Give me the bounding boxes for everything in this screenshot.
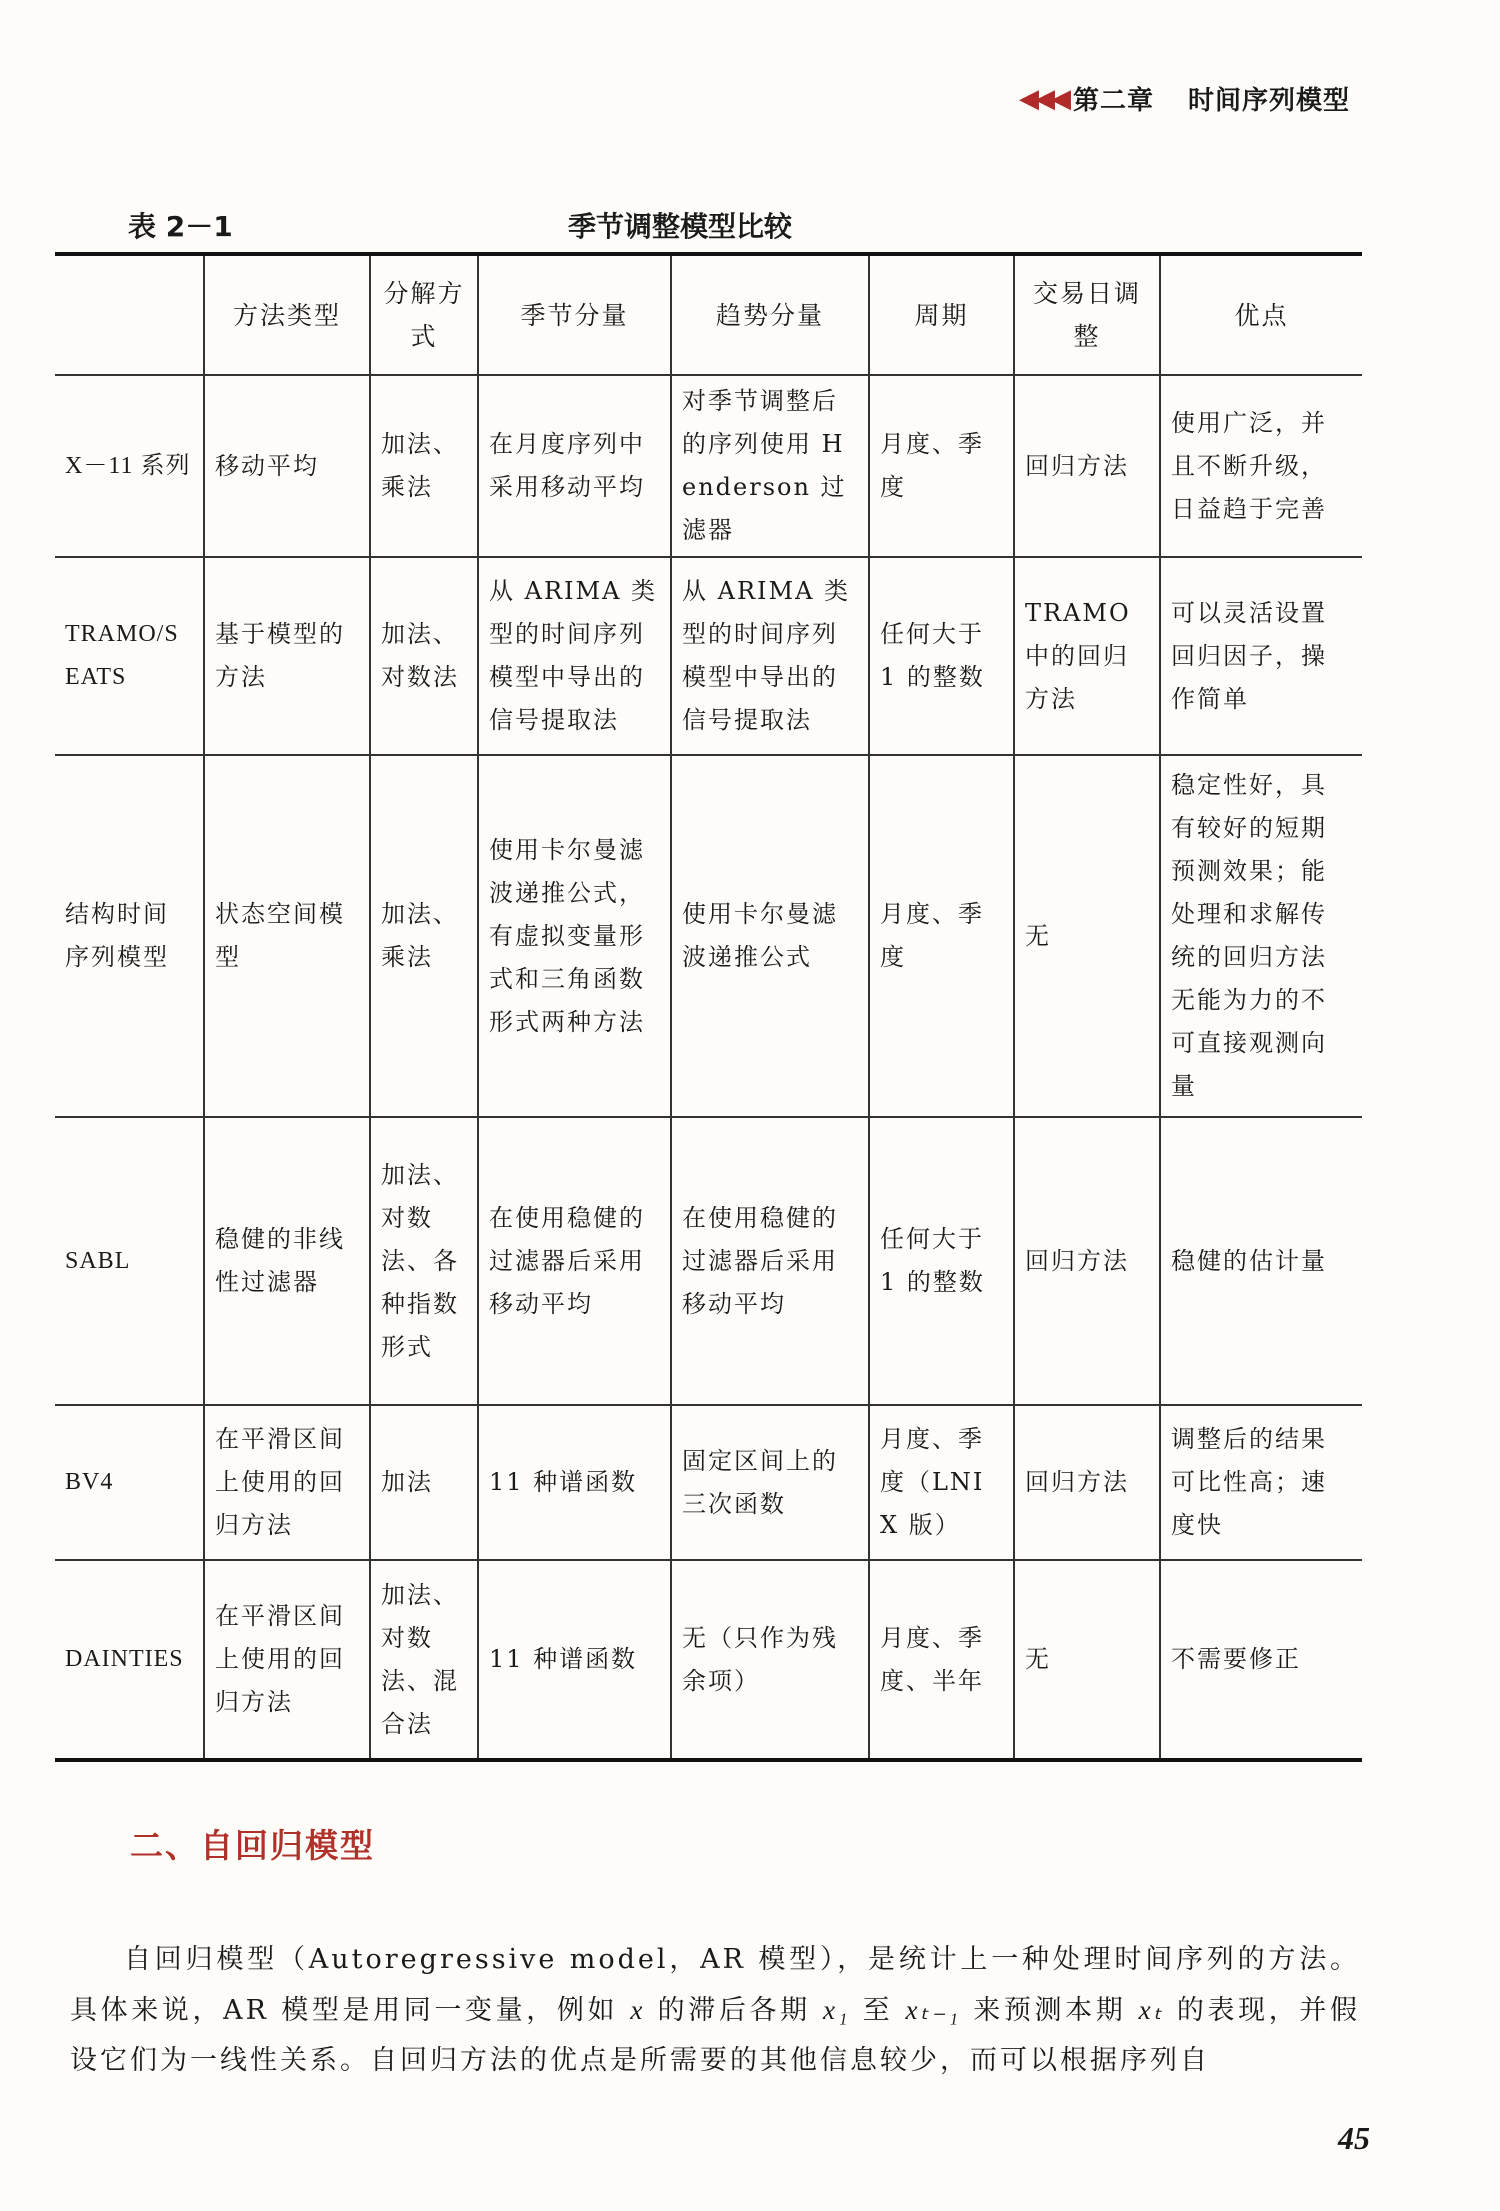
advantages-cell: 可以灵活设置回归因子，操作简单 — [1160, 557, 1362, 755]
model-cell: X－11 系列 — [55, 375, 204, 557]
trend-cell: 无（只作为残余项） — [671, 1560, 869, 1760]
seasonal-cell: 从 ARIMA 类型的时间序列模型中导出的信号提取法 — [478, 557, 671, 755]
header-cell: 方法类型 — [204, 254, 370, 375]
model-cell: DAINTIES — [55, 1560, 204, 1760]
trading-day-cell: 回归方法 — [1014, 375, 1160, 557]
seasonal-cell: 在使用稳健的过滤器后采用移动平均 — [478, 1117, 671, 1405]
variable-xt: xₜ — [1138, 1995, 1165, 2025]
table-row — [55, 1560, 1362, 1760]
model-cell: BV4 — [55, 1405, 204, 1560]
advantages-cell: 稳健的估计量 — [1160, 1117, 1362, 1405]
model-cell: SABL — [55, 1117, 204, 1405]
advantages-cell: 不需要修正 — [1160, 1560, 1362, 1760]
header-cell: 周期 — [869, 254, 1014, 375]
decomposition-cell: 加法、对数法、各种指数形式 — [370, 1117, 478, 1405]
advantages-cell: 调整后的结果可比性高；速度快 — [1160, 1405, 1362, 1560]
trend-cell: 从 ARIMA 类型的时间序列模型中导出的信号提取法 — [671, 557, 869, 755]
trading-day-cell: 无 — [1014, 1560, 1160, 1760]
trend-cell: 使用卡尔曼滤波递推公式 — [671, 755, 869, 1117]
header-cell: 季节分量 — [478, 254, 671, 375]
header-cell: 优点 — [1160, 254, 1362, 375]
period-cell: 月度、季度 — [869, 755, 1014, 1117]
seasonal-cell: 在月度序列中采用移动平均 — [478, 375, 671, 557]
variable-x1: x₁ — [823, 1995, 851, 2025]
header-cell — [55, 254, 204, 375]
variable-xt-1: xₜ₋₁ — [905, 1995, 962, 2025]
decomposition-cell: 加法 — [370, 1405, 478, 1560]
table-number: 表 2－1 — [128, 210, 233, 243]
chapter-label: 第二章 — [1072, 86, 1154, 116]
advantages-cell: 稳定性好，具有较好的短期预测效果；能处理和求解传统的回归方法无能为力的不可直接观测向量 — [1160, 755, 1362, 1117]
trading-day-cell: 回归方法 — [1014, 1405, 1160, 1560]
model-cell: 结构时间序列模型 — [55, 755, 204, 1117]
trading-day-cell: 回归方法 — [1014, 1117, 1160, 1405]
method-type-cell: 在平滑区间上使用的回归方法 — [204, 1405, 370, 1560]
method-type-cell: 在平滑区间上使用的回归方法 — [204, 1560, 370, 1760]
period-cell: 任何大于 1 的整数 — [869, 1117, 1014, 1405]
table-row — [55, 1117, 1362, 1405]
period-cell: 月度、季度、半年 — [869, 1560, 1014, 1760]
chevron-marker-icon: ◀◀◀ — [1018, 83, 1067, 114]
method-type-cell: 基于模型的方法 — [204, 557, 370, 755]
period-cell: 任何大于 1 的整数 — [869, 557, 1014, 755]
trend-cell: 对季节调整后的序列使用 Henderson 过滤器 — [671, 375, 869, 557]
decomposition-cell: 加法、对数法、混合法 — [370, 1560, 478, 1760]
header-cell: 分解方式 — [370, 254, 478, 375]
table-row — [55, 375, 1362, 557]
trading-day-cell: 无 — [1014, 755, 1160, 1117]
method-type-cell: 状态空间模型 — [204, 755, 370, 1117]
trend-cell: 固定区间上的三次函数 — [671, 1405, 869, 1560]
table-title: 季节调整模型比较 — [568, 210, 793, 243]
period-cell: 月度、季度 — [869, 375, 1014, 557]
seasonal-cell: 使用卡尔曼滤波递推公式，有虚拟变量形式和三角函数形式两种方法 — [478, 755, 671, 1117]
section-heading: 二、自回归模型 — [130, 1826, 375, 1865]
seasonal-cell: 11 种谱函数 — [478, 1560, 671, 1760]
decomposition-cell: 加法、对数法 — [370, 557, 478, 755]
table-row — [55, 755, 1362, 1117]
method-type-cell: 移动平均 — [204, 375, 370, 557]
running-header — [1019, 80, 1350, 117]
period-cell: 月度、季度（LNIX 版） — [869, 1405, 1014, 1560]
model-cell: TRAMO/SEATS — [55, 557, 204, 755]
page-number: 45 — [1338, 2120, 1370, 2156]
trend-cell: 在使用稳健的过滤器后采用移动平均 — [671, 1117, 869, 1405]
trading-day-cell: TRAMO 中的回归方法 — [1014, 557, 1160, 755]
table-header-row — [55, 254, 1362, 375]
advantages-cell: 使用广泛，并且不断升级，日益趋于完善 — [1160, 375, 1362, 557]
decomposition-cell: 加法、乘法 — [370, 375, 478, 557]
decomposition-cell: 加法、乘法 — [370, 755, 478, 1117]
table-row — [55, 557, 1362, 755]
header-cell: 趋势分量 — [671, 254, 869, 375]
variable-x: x — [630, 1995, 646, 2025]
method-type-cell: 稳健的非线性过滤器 — [204, 1117, 370, 1405]
chapter-title: 时间序列模型 — [1187, 86, 1350, 116]
body-paragraph — [70, 1935, 1360, 2086]
table-row — [55, 1405, 1362, 1560]
header-cell: 交易日调整 — [1014, 254, 1160, 375]
comparison-table — [55, 252, 1362, 1762]
paragraph-text: 自回归模型（Autoregressive model，AR 模型），是统计上一种处理时间序列的方法。具体来说，AR 模型是用同一变量，例如 x 的滞后各期 x₁ 至 xₜ₋₁ 来预测本期 xₜ 的表现，并假设它们为一线性关系。自回归方法的优点是所需要的其他信息较少，而可以根据序列自 — [70, 1944, 1360, 2076]
seasonal-cell: 11 种谱函数 — [478, 1405, 671, 1560]
